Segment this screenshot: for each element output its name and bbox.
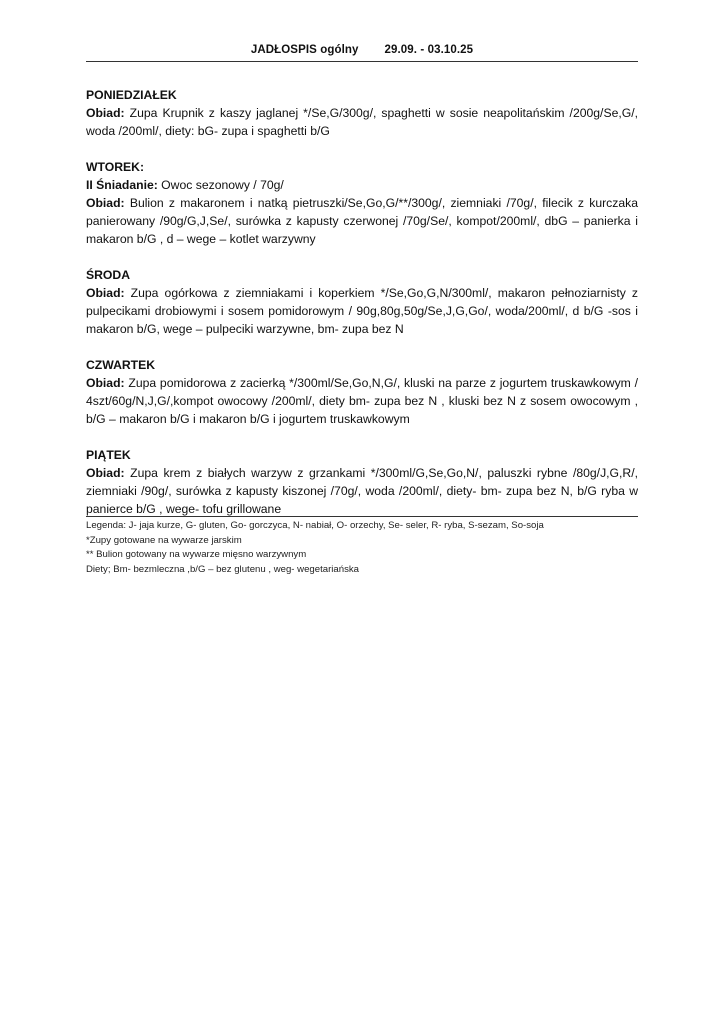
meal-entry [86,374,638,428]
page-header [86,44,638,56]
legend-allergens: Legenda: J- jaja kurze, G- gluten, Go- gorczyca, N- nabiał, O- orzechy, Se- seler, R- ryba, S-sezam, So-soja [86,520,544,531]
meal-entry [86,464,638,518]
meal-label: Obiad: [86,466,125,480]
meal-label: Obiad: [86,376,125,390]
day-name: PONIEDZIAŁEK [86,88,177,102]
meal-label: Obiad: [86,196,125,210]
day-name: PIĄTEK [86,448,131,462]
legend-divider [86,516,638,517]
legend-note-broth: ** Bulion gotowany na wywarze mięsno warzywnym [86,549,307,560]
day-section-monday [86,86,638,140]
meal-entry [86,284,638,338]
meal-entry [86,176,638,194]
meal-label: Obiad: [86,286,125,300]
legend-note-soups: *Zupy gotowane na wywarze jarskim [86,534,242,546]
day-section-thursday [86,356,638,428]
meal-label: Obiad: [86,106,125,120]
header-divider [86,61,638,62]
meal-entry [86,194,638,248]
legend-diets: Diety; Bm- bezmleczna ,b/G – bez glutenu , weg- wegetariańska [86,563,360,575]
meal-text: Bulion z makaronem i natką pietruszki/Se,Go,G/**/300g/, ziemniaki /70g/, filecik z kurczaka panierowany /90g/G,J,Se/, surówka z kapusty czerwonej /70g/Se/, kompot/200ml/, dbG – panierka i makaron b/G , d – wege – kotlet warzywny [86,196,638,246]
date-range: 29.09. - 03.10.25 [384,44,474,56]
page-title: JADŁOSPIS ogólny [250,44,359,56]
day-section-tuesday [86,158,638,248]
meal-text: Owoc sezonowy / 70g/ [157,178,284,192]
meal-text: Zupa ogórkowa z ziemniakami i koperkiem */Se,Go,G,N/300ml/, makaron pełnoziarnisty z pulpecikami drobiowymi i sosem pomidorowym / 90g,80g,50g/Se,J,G,Go/, woda/200ml/, d b/G -sos i makaron b/G, wege – pulpeciki warzywne, bm- zupa bez N [86,286,638,336]
meal-entry [86,104,638,140]
legend [86,519,638,577]
meal-text: Zupa Krupnik z kaszy jaglanej */Se,G/300g/, spaghetti w sosie neapolitańskim /200g/Se,G/, woda /200ml/, diety: bG- zupa i spaghetti b/G [86,106,638,138]
meal-text: Zupa krem z białych warzyw z grzankami */300ml/G,Se,Go,N/, paluszki rybne /80g/J,G,R/, ziemniaki /90g/, surówka z kapusty kiszonej /70g/, woda /200ml/, diety- bm- zupa bez N, b/G ryba w panierce b/G , wege- tofu grillowane [86,466,638,516]
day-name: WTOREK: [86,160,144,174]
meal-text: Zupa pomidorowa z zacierką */300ml/Se,Go,N,G/, kluski na parze z jogurtem truskawkowym / 4szt/60g/N,J,G/,kompot owocowy /200ml/, diety bm- zupa bez N , kluski bez N z sosem owocowym , b/G – makaron b/G i makaron b/G i jogurtem truskawkowym [86,376,638,426]
day-section-friday [86,446,638,518]
day-name: ŚRODA [86,268,131,282]
day-section-wednesday [86,266,638,338]
meal-label: II Śniadanie: [86,178,158,192]
day-name: CZWARTEK [86,358,156,372]
menu-content [86,86,638,536]
